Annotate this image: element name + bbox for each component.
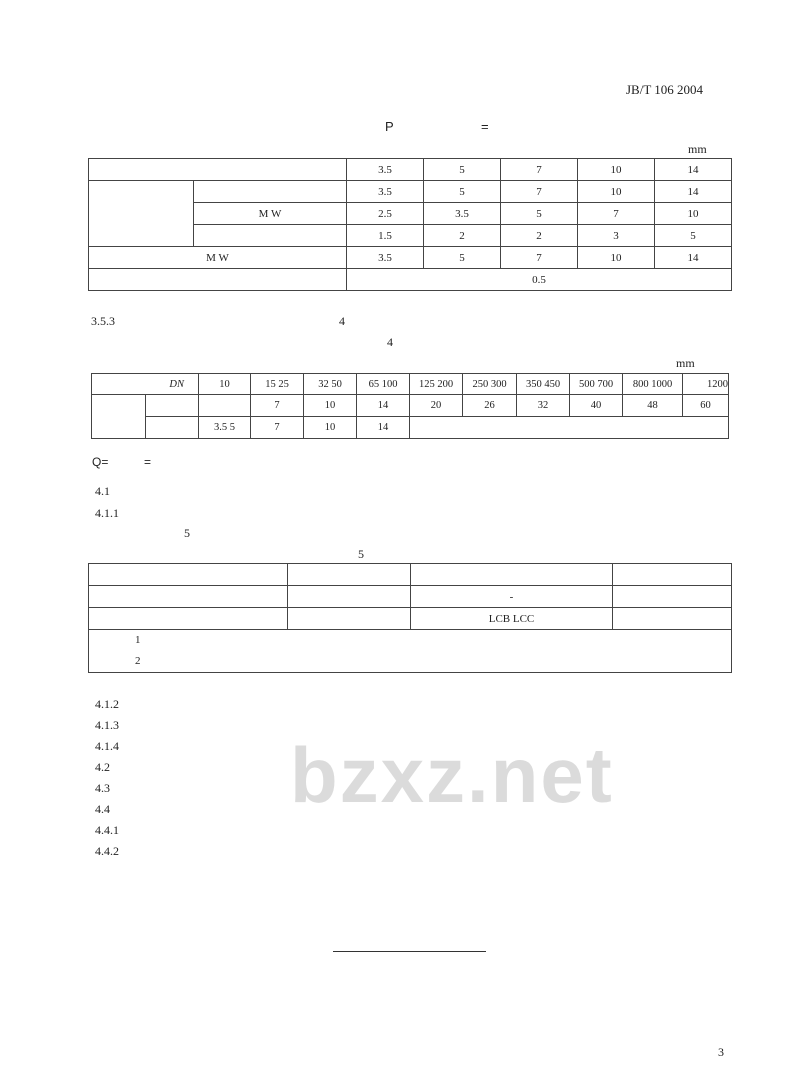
table-5 xyxy=(88,563,732,673)
cell: 2.5 xyxy=(347,203,424,225)
cell: 10 xyxy=(578,159,655,181)
cell: 5 xyxy=(424,247,501,269)
cell: 14 xyxy=(357,417,410,439)
header-cell: 32 50 xyxy=(304,374,357,395)
table-notes-row xyxy=(89,630,732,673)
cell xyxy=(199,395,251,417)
cell: 7 xyxy=(578,203,655,225)
cell: 7 xyxy=(251,395,304,417)
cell: 14 xyxy=(655,181,732,203)
cell: 2 xyxy=(424,225,501,247)
cell: 7 xyxy=(501,159,578,181)
row-label xyxy=(89,159,347,181)
doc-code: JB/T 106 2004 xyxy=(626,82,704,97)
row-label xyxy=(194,225,347,247)
row-label: M W xyxy=(194,203,347,225)
cell: 3.5 xyxy=(347,181,424,203)
cell: 10 xyxy=(578,247,655,269)
header-cell: 500 700 xyxy=(570,374,623,395)
section-number: 4.4.1 xyxy=(95,823,119,837)
table-ref: 4 xyxy=(339,314,345,328)
table-row xyxy=(89,564,732,586)
formula-q-lhs: Q= xyxy=(92,455,109,469)
table-row xyxy=(89,608,732,630)
table4-title: 4 xyxy=(387,335,393,349)
cell: 3.5 xyxy=(347,247,424,269)
table-4 xyxy=(91,373,729,439)
header-cell: 1200 xyxy=(683,374,729,395)
group-label xyxy=(92,395,146,439)
cell: 48 xyxy=(623,395,683,417)
cell: 14 xyxy=(357,395,410,417)
row-label: M W xyxy=(89,247,347,269)
cell: 10 xyxy=(655,203,732,225)
section-number: 4.1.3 xyxy=(95,718,119,732)
table-row xyxy=(89,247,732,269)
table-row xyxy=(92,374,729,395)
section-number: 3.5.3 xyxy=(91,314,115,328)
cell: 20 xyxy=(410,395,463,417)
header-cell: 800 1000 xyxy=(623,374,683,395)
end-rule xyxy=(333,951,486,952)
cell xyxy=(288,608,411,630)
cell: 7 xyxy=(501,181,578,203)
table-row xyxy=(89,181,732,203)
cell: 7 xyxy=(501,247,578,269)
section-number: 4.1.1 xyxy=(95,506,119,520)
cell: 2 xyxy=(501,225,578,247)
cell xyxy=(288,564,411,586)
cell xyxy=(410,417,729,439)
note: 1 xyxy=(135,634,141,646)
cell: 3 xyxy=(578,225,655,247)
note: 2 xyxy=(135,655,141,667)
header-cell: 10 xyxy=(199,374,251,395)
formula-p-eq: = xyxy=(481,119,489,134)
section-number: 4.4 xyxy=(95,802,110,816)
cell: 5 xyxy=(424,181,501,203)
cell xyxy=(613,608,732,630)
cell: 10 xyxy=(304,395,357,417)
row-label xyxy=(146,417,199,439)
page-number: 3 xyxy=(718,1045,724,1059)
section-number: 4.1.2 xyxy=(95,697,119,711)
row-label xyxy=(194,181,347,203)
cell: 5 xyxy=(424,159,501,181)
cell: 5 xyxy=(501,203,578,225)
cell: 3.5 5 xyxy=(199,417,251,439)
table4-unit: mm xyxy=(676,356,695,370)
cell xyxy=(89,586,288,608)
group-label xyxy=(89,181,194,247)
header-cell: DN xyxy=(92,374,199,395)
cell: LCB LCC xyxy=(411,608,613,630)
cell: 7 xyxy=(251,417,304,439)
cell: 32 xyxy=(517,395,570,417)
table-row xyxy=(89,586,732,608)
cell: 3.5 xyxy=(347,159,424,181)
cell: 1.5 xyxy=(347,225,424,247)
table-ref: 5 xyxy=(184,526,190,540)
table-row xyxy=(92,417,729,439)
cell xyxy=(288,586,411,608)
cell: 40 xyxy=(570,395,623,417)
table5-title: 5 xyxy=(358,547,364,561)
section-number: 4.1.4 xyxy=(95,739,119,753)
section-number: 4.2 xyxy=(95,760,110,774)
cell xyxy=(613,564,732,586)
table-row xyxy=(89,159,732,181)
table-row xyxy=(89,269,732,291)
header-cell: 125 200 xyxy=(410,374,463,395)
cell: 0.5 xyxy=(347,269,732,291)
cell: - xyxy=(411,586,613,608)
cell xyxy=(89,608,288,630)
section-number: 4.4.2 xyxy=(95,844,119,858)
table-row xyxy=(92,395,729,417)
cell xyxy=(613,586,732,608)
header-cell: 65 100 xyxy=(357,374,410,395)
cell: 3.5 xyxy=(424,203,501,225)
cell xyxy=(411,564,613,586)
cell: 60 xyxy=(683,395,729,417)
notes-cell xyxy=(89,630,732,673)
section-number: 4.1 xyxy=(95,484,110,498)
formula-p-lhs: P xyxy=(385,119,394,134)
cell: 14 xyxy=(655,247,732,269)
cell: 10 xyxy=(304,417,357,439)
section-number: 4.3 xyxy=(95,781,110,795)
cell: 5 xyxy=(655,225,732,247)
row-label xyxy=(146,395,199,417)
row-label xyxy=(89,269,347,291)
header-cell: 250 300 xyxy=(463,374,517,395)
cell: 26 xyxy=(463,395,517,417)
header-cell: 350 450 xyxy=(517,374,570,395)
cell xyxy=(89,564,288,586)
cell: 14 xyxy=(655,159,732,181)
formula-q-eq: = xyxy=(144,455,152,469)
watermark: bzxz.net xyxy=(290,731,614,819)
table3-unit: mm xyxy=(688,142,707,156)
cell: 10 xyxy=(578,181,655,203)
table-3 xyxy=(88,158,732,291)
header-cell: 15 25 xyxy=(251,374,304,395)
